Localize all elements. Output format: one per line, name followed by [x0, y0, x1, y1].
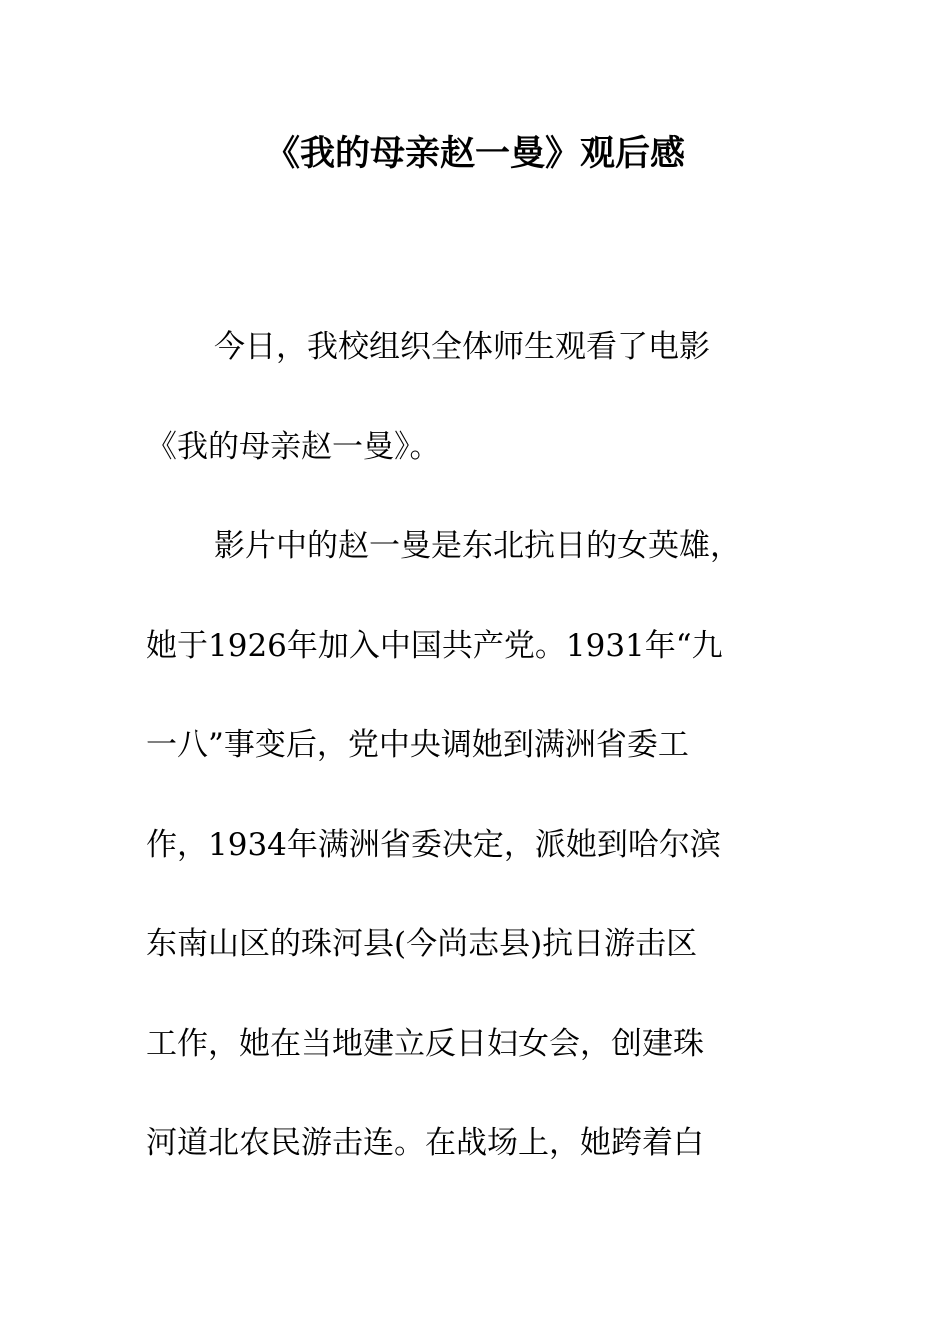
paragraph-line: 东南山区的珠河县(今尚志县)抗日游击区 [146, 926, 698, 962]
document-body [146, 298, 806, 1194]
paragraph-line: 她于1926年加入中国共产党。1931年“九 [146, 627, 723, 664]
paragraph-line: 一八”事变后，党中央调她到满洲省委工 [146, 727, 689, 763]
document-title: 《我的母亲赵一曼》观后感 [264, 133, 685, 174]
paragraph-line: 《我的母亲赵一曼》。 [146, 428, 441, 465]
paragraph-line: 工作，她在当地建立反日妇女会，创建珠 [146, 1025, 704, 1062]
paragraph-line: 河道北农民游击连。在战场上，她跨着白 [146, 1125, 704, 1161]
paragraph-line: 作，1934年满洲省委决定，派她到哈尔滨 [146, 826, 721, 863]
paragraph-line: 今日，我校组织全体师生观看了电影 [214, 329, 710, 365]
paragraph-line: 影片中的赵一曼是东北抗日的女英雄， [214, 528, 741, 564]
